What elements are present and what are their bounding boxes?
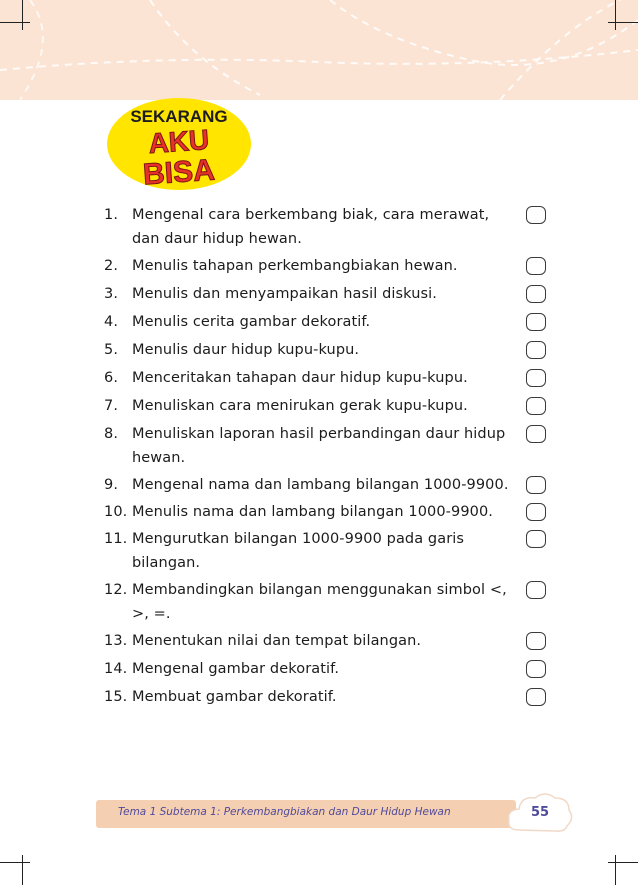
crop-mark xyxy=(615,855,616,885)
item-text: Menulis tahapan perkembangbiakan hewan. xyxy=(132,258,458,274)
checkbox[interactable] xyxy=(526,369,546,387)
item-text: Menulis daur hidup kupu-kupu. xyxy=(132,342,360,358)
item-number: 8. xyxy=(104,426,119,442)
checkbox[interactable] xyxy=(526,688,546,706)
footer-title: Tema 1 Subtema 1: Perkembangbiakan dan Daur Hidup Hewan xyxy=(118,806,451,818)
item-text: Membuat gambar dekoratif. xyxy=(132,689,337,705)
item-number: 10. xyxy=(104,504,128,520)
item-number: 5. xyxy=(104,342,119,358)
item-text: Menulis dan menyampaikan hasil diskusi. xyxy=(132,286,438,302)
item-text: Menulis cerita gambar dekoratif. xyxy=(132,314,371,330)
crop-mark xyxy=(608,862,638,863)
checkbox[interactable] xyxy=(526,257,546,275)
checkbox[interactable] xyxy=(526,397,546,415)
checkbox[interactable] xyxy=(526,476,546,494)
checklist-item-5 xyxy=(104,338,564,362)
item-number: 12. xyxy=(104,582,128,598)
item-text: Mengenal cara berkembang biak, cara merawat, dan daur hidup hewan. xyxy=(132,207,490,247)
checkbox[interactable] xyxy=(526,632,546,650)
item-text: Membandingkan bilangan menggunakan simbol <, >, =. xyxy=(132,582,507,622)
item-text: Menuliskan cara menirukan gerak kupu-kupu. xyxy=(132,398,468,414)
item-text: Menentukan nilai dan tempat bilangan. xyxy=(132,633,422,649)
checklist-item-7 xyxy=(104,394,564,418)
badge-line3: BISA xyxy=(141,153,216,192)
checklist-item-14 xyxy=(104,657,564,681)
item-text: Menuliskan laporan hasil perbandingan daur hidup hewan. xyxy=(132,426,506,466)
checklist-item-6 xyxy=(104,366,564,390)
checklist-item-8 xyxy=(104,422,564,470)
checklist-item-1 xyxy=(104,203,564,251)
item-text: Menulis nama dan lambang bilangan 1000-9900. xyxy=(132,504,494,520)
item-text: Mengurutkan bilangan 1000-9900 pada garis bilangan. xyxy=(132,531,465,571)
crop-mark xyxy=(0,22,30,23)
checkbox[interactable] xyxy=(526,581,546,599)
checkbox[interactable] xyxy=(526,425,546,443)
item-text: Menceritakan tahapan daur hidup kupu-kupu. xyxy=(132,370,468,386)
crop-mark xyxy=(608,22,638,23)
item-number: 13. xyxy=(104,633,128,649)
checklist-item-10 xyxy=(104,500,564,524)
crop-mark xyxy=(22,0,23,30)
item-number: 3. xyxy=(104,286,119,302)
checklist-item-13 xyxy=(104,629,564,653)
wave-pattern-decoration xyxy=(0,0,638,100)
item-text: Mengenal gambar dekoratif. xyxy=(132,661,340,677)
checklist-item-11 xyxy=(104,527,564,575)
checkbox[interactable] xyxy=(526,660,546,678)
decorative-header-band xyxy=(0,0,638,100)
checkbox[interactable] xyxy=(526,313,546,331)
item-text: Mengenal nama dan lambang bilangan 1000-9900. xyxy=(132,477,509,493)
checklist-item-4 xyxy=(104,310,564,334)
checkbox[interactable] xyxy=(526,206,546,224)
checkbox[interactable] xyxy=(526,341,546,359)
page-number: 55 xyxy=(530,805,550,820)
item-number: 7. xyxy=(104,398,119,414)
item-number: 9. xyxy=(104,477,119,493)
item-number: 15. xyxy=(104,689,128,705)
sekarang-aku-bisa-badge xyxy=(104,96,254,192)
checklist-item-15 xyxy=(104,685,564,709)
checkbox[interactable] xyxy=(526,503,546,521)
item-number: 1. xyxy=(104,207,119,223)
checklist-item-3 xyxy=(104,282,564,306)
checklist-item-12 xyxy=(104,578,564,626)
checkbox[interactable] xyxy=(526,530,546,548)
crop-mark xyxy=(22,855,23,885)
crop-mark xyxy=(615,0,616,30)
item-number: 14. xyxy=(104,661,128,677)
item-number: 4. xyxy=(104,314,119,330)
competency-checklist xyxy=(104,203,564,713)
item-number: 6. xyxy=(104,370,119,386)
badge-line1: SEKARANG xyxy=(130,107,228,126)
badge-line2: AKU xyxy=(147,123,211,160)
footer-band xyxy=(96,800,516,828)
item-number: 2. xyxy=(104,258,119,274)
checklist-item-9 xyxy=(104,473,564,497)
checkbox[interactable] xyxy=(526,285,546,303)
crop-mark xyxy=(0,862,30,863)
checklist-item-2 xyxy=(104,254,564,278)
item-number: 11. xyxy=(104,531,128,547)
